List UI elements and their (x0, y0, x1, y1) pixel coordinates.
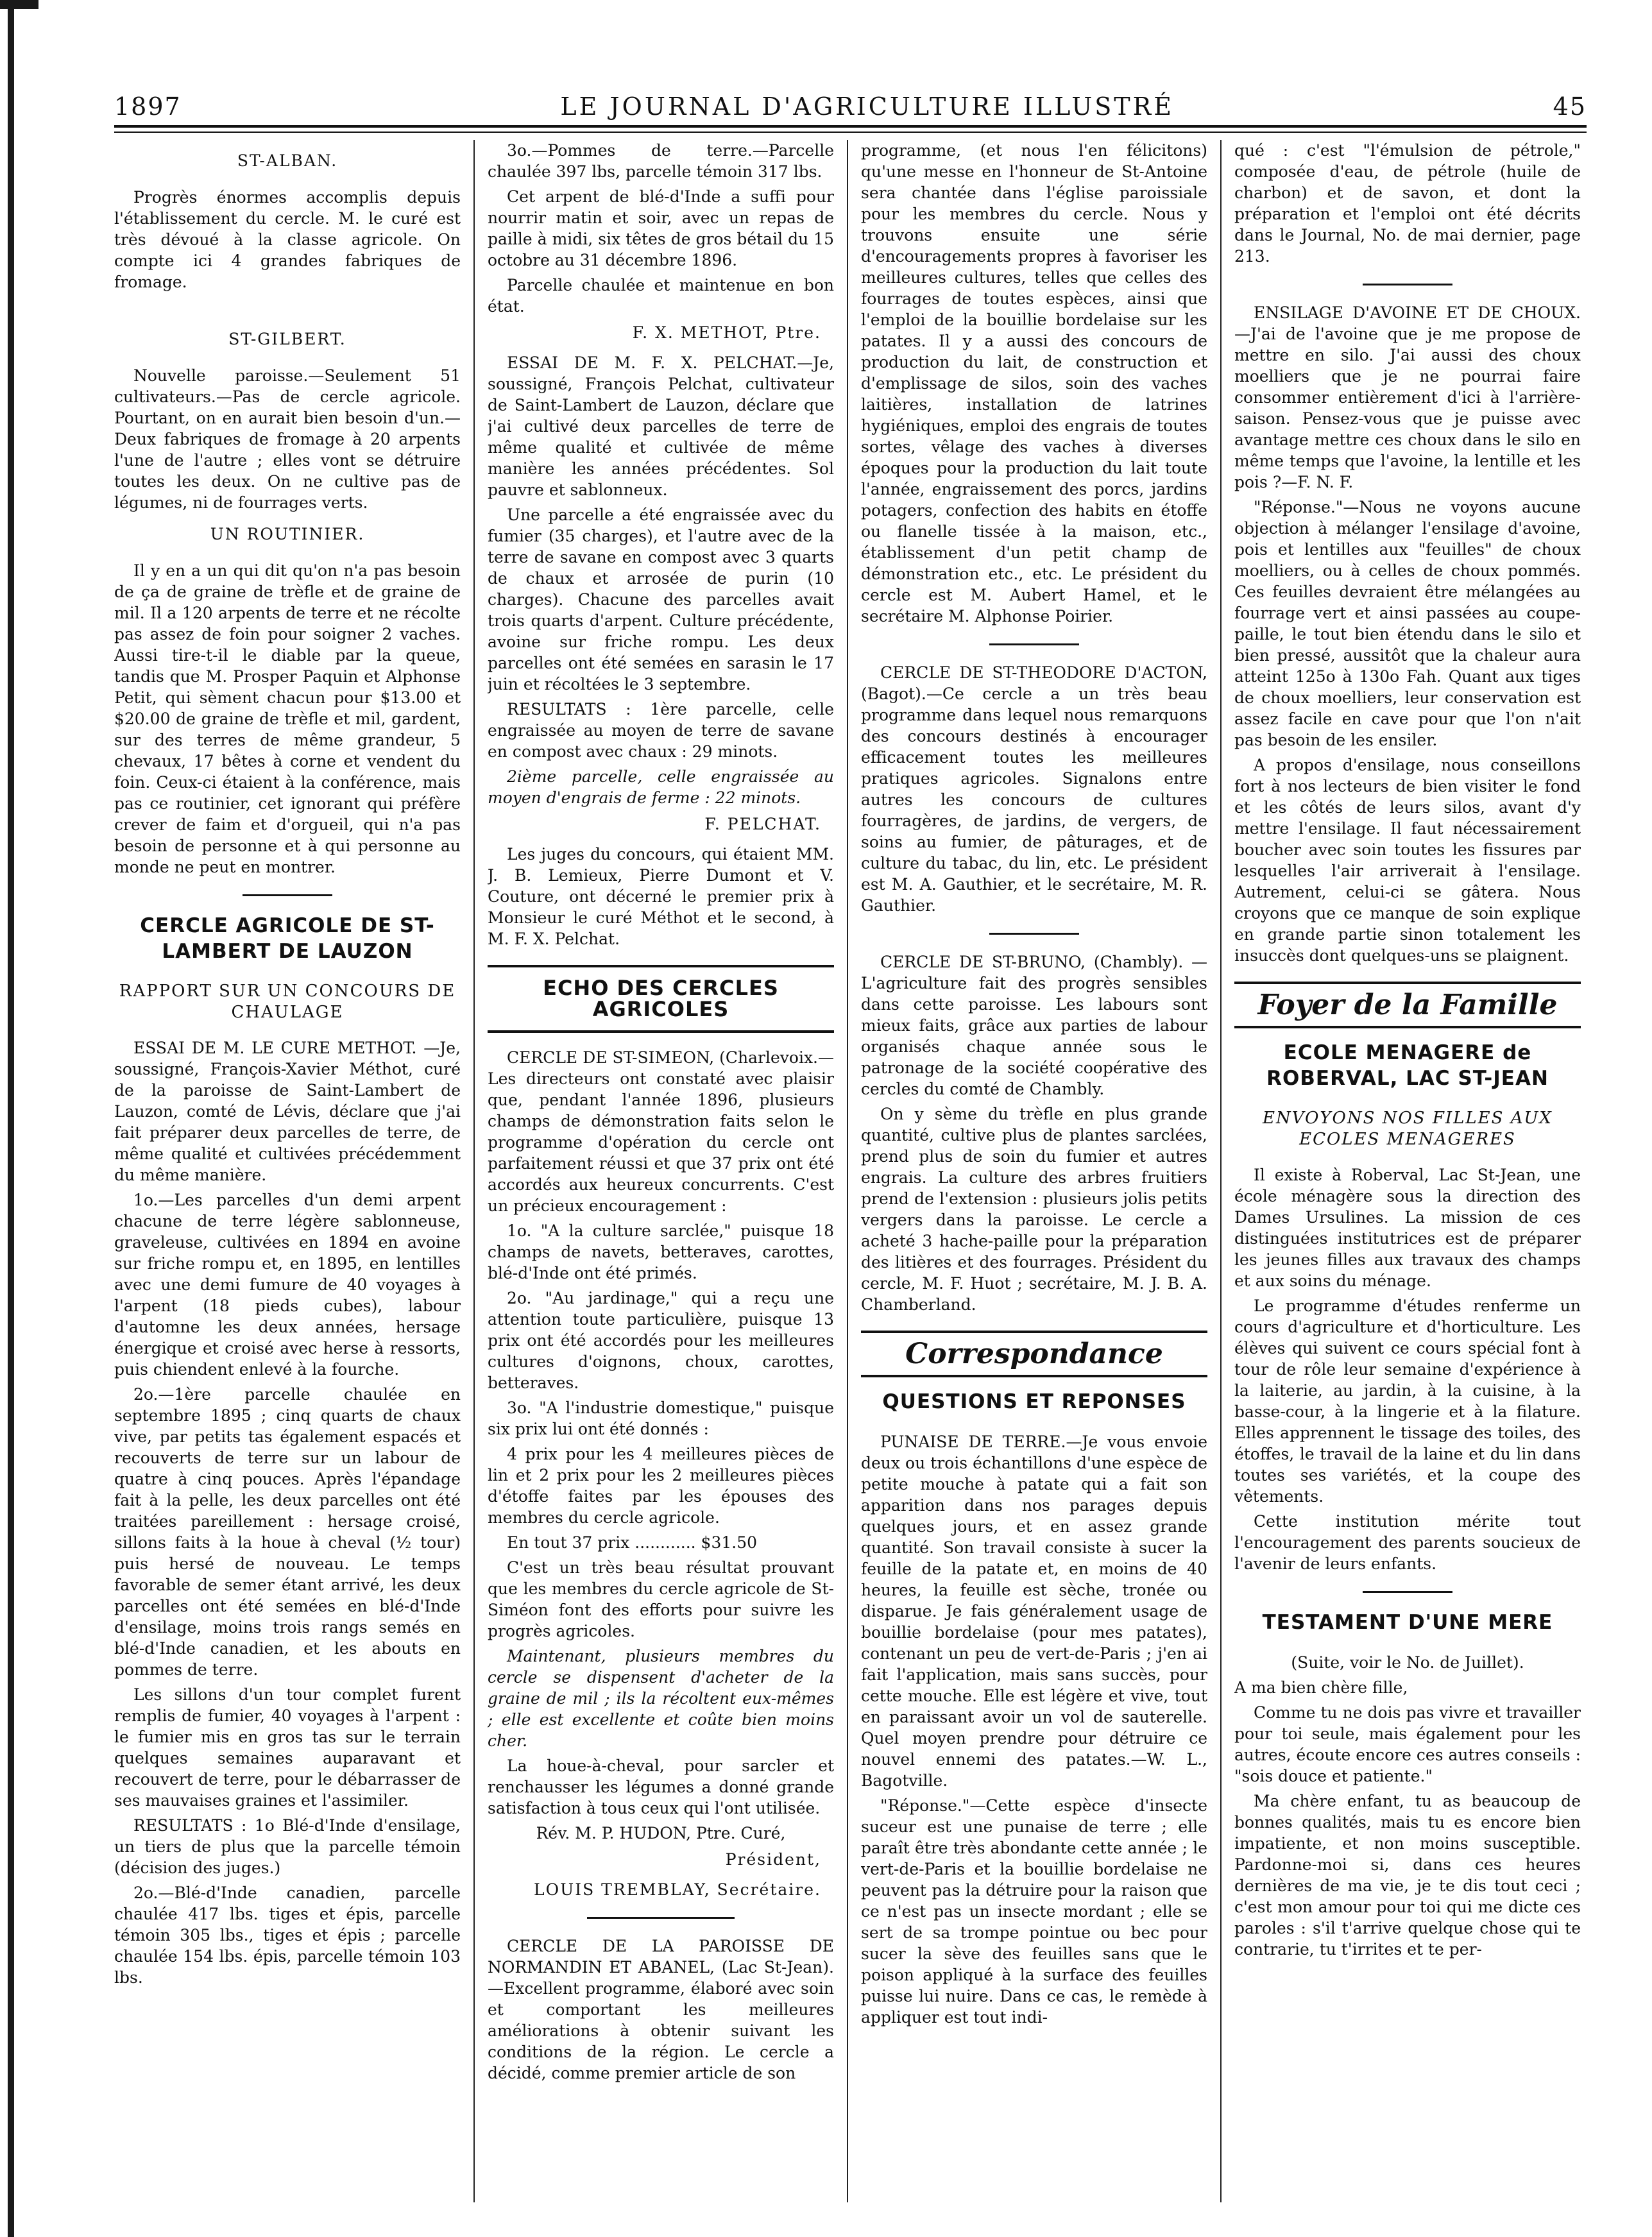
paragraph: Ma chère enfant, tu as beaucoup de bonnes qualités, mais tu es encore bien impatiente, et non moins susceptible. Pardonne-moi si, dans ces heures dernières de ma vie, je te dis tout ceci ; c'est mon amour pour toi qui me dicte ces paroles : s'il t'arrive quelque chose qui te contrarie, tu t'irrites et te per- (1234, 1792, 1581, 1959)
paragraph: 1o. "A la culture sarclée," puisque 18 champs de navets, betteraves, carottes, blé-d'Inde ont été primés. (488, 1221, 834, 1282)
column-rule (847, 140, 848, 2202)
headline-cercle-st-lambert: CERCLE AGRICOLE DE ST-LAMBERT DE LAUZON (140, 914, 435, 963)
signature-pelchat: F. PELCHAT. (704, 815, 821, 833)
paragraph: CERCLE DE ST-THEODORE D'ACTON, (Bagot).—Ce cercle a un très beau programme dans lequel nous remarquons des concours destinés à encourager efficacement toutes les meilleures pratiques agricoles. Signalons entre autres les concours de cultures fourragères, de jardins, de vergers, de soins au fumier, de pâturages, et de culture du tabac, du lin, etc. Le président est M. A. Gauthier, et le secrétaire, M. R. Gauthier. (861, 663, 1207, 915)
paragraph: Les sillons d'un tour complet furent remplis de fumier, 40 voyages à l'arpent : le fumier mis en gros tas sur le terrain quelques semaines auparavant et recouvert de terre, pour le débarrasser de ses mauvaises graines et l'assimiler. (114, 1685, 461, 1810)
section-title-st-alban: ST-ALBAN. (237, 151, 338, 170)
headline-testament: TESTAMENT D'UNE MERE (1262, 1611, 1553, 1634)
header-page-number: 45 (1553, 92, 1587, 121)
separator-rule (243, 894, 332, 896)
paragraph: Comme tu ne dois pas vivre et travailler pour toi seule, mais également pour les autres, écoute encore ces autres conseils : "sois douce et patiente." (1234, 1703, 1581, 1785)
paragraph: ESSAI DE M. LE CURE METHOT. —Je, soussigné, François-Xavier Méthot, curé de la paroisse de Saint-Lambert de Lauzon, comté de Lévis, déclare que j'ai fait préparer deux parcelles de terre, de même qualité et cultivées précédemment du même manière. (114, 1039, 461, 1184)
paragraph: A ma bien chère fille, (1234, 1678, 1408, 1697)
paragraph: Cette institution mérite tout l'encouragement des parents soucieux de l'avenir de leurs enfants. (1234, 1512, 1581, 1573)
paragraph: 2ième parcelle, celle engraissée au moyen d'engrais de ferme : 22 minots. (488, 767, 834, 807)
newspaper-page (114, 0, 1587, 2237)
signature-hudon: Rév. M. P. HUDON, Ptre. Curé, (536, 1824, 786, 1842)
column-4 (1234, 140, 1581, 2212)
page-header (114, 82, 1587, 121)
section-title-routinier: UN ROUTINIER. (210, 525, 365, 543)
signature-methot: F. X. METHOT, Ptre. (632, 323, 821, 342)
column-3 (861, 140, 1207, 2212)
paragraph: "Réponse."—Nous ne voyons aucune objection à mélanger l'ensilage d'avoine, pois et lentilles aux "feuilles" de choux moelliers, ou à celles de choux pommés. Ces feuilles devraient être mélangées au fourrage vert et ainsi passées au coupe-paille, le tout bien étendu dans le silo et bien pressé, aussitôt que la chaleur aura atteint 125o à 130o Fah. Quant aux tiges de choux moelliers, leur conservation est assez facile en cave pour que l'on n'ait pas besoin de les ensiler. (1234, 498, 1581, 749)
column-2 (488, 140, 834, 2212)
paragraph: 1o.—Les parcelles d'un demi arpent chacune de terre légère sablonneuse, graveleuse, cultivées en 1894 en avoine sur friche rompu et, en 1895, en lentilles avec une demi fumure de 40 voyages à l'arpent (18 pieds cubes), labour d'automne les deux années, hersage énergique et croisé avec herse à ressorts, puis chiendent enlevé à la fourche. (114, 1191, 461, 1379)
paragraph: Parcelle chaulée et maintenue en bon état. (488, 276, 834, 316)
paragraph: La houe-à-cheval, pour sarcler et renchausser les légumes a donné grande satisfaction à tous ceux qui l'ont utilisée. (488, 1756, 834, 1817)
paragraph: 2o. "Au jardinage," qui a reçu une attention toute particulière, puisque 13 prix ont été accordés pour les meilleures cultures d'oignons, choux, carottes, betteraves. (488, 1289, 834, 1392)
paragraph: Cet arpent de blé-d'Inde a suffi pour nourrir matin et soir, avec un repas de paille à midi, six têtes de gros bétail du 15 octobre au 31 décembre 1896. (488, 187, 834, 269)
paragraph: Maintenant, plusieurs membres du cercle se dispensent d'acheter de la graine de mil ; ils la récoltent eux-mêmes ; elle est excellente et coûte bien moins cher. (488, 1647, 834, 1750)
spacer (114, 296, 461, 318)
separator-rule (1363, 284, 1452, 285)
paragraph: Une parcelle a été engraissée avec du fumier (35 charges), et l'autre avec de la terre de savane en compost avec 3 quarts de chaux et arrosée de purin (10 charges). Chacune des parcelles avait trois quarts d'arpent. Culture précédente, avoine sur friche rompu. Les deux parcelles ont été semées en sarasin le 17 juin et récoltées le 3 septembre. (488, 506, 834, 693)
paragraph: ESSAI DE M. F. X. PELCHAT.—Je, soussigné, François Pelchat, cultivateur de Saint-Lambert de Lauzon, déclare que j'ai cultivé deux parcelles de terre de même qualité et cultivée de même manière les années précédentes. Sol pauvre et sablonneux. (488, 353, 834, 499)
column-rule (1220, 140, 1222, 2202)
paragraph: CERCLE DE LA PAROISSE DE NORMANDIN ET ABANEL, (Lac St-Jean).—Excellent programme, élaboré avec soin et comportant les meilleures améliorations à obtenir suivant les conditions de la région. Le cercle a décidé, comme premier article de son (488, 1937, 834, 2082)
paragraph: En tout 37 prix ............ $31.50 (507, 1533, 758, 1552)
separator-rule (1363, 1591, 1452, 1593)
headline-ecole-menagere: ECOLE MENAGERE de ROBERVAL, LAC ST-JEAN (1266, 1041, 1549, 1090)
paragraph: programme, (et nous l'en félicitons) qu'une messe en l'honneur de St-Antoine sera chantée dans l'église paroissiale pour les membres du cercle. Nous y trouvons ensuite une série d'encouragements propres à favoriser les meilleures cultures, telles que celles des fourrages de toutes espèces, ainsi que l'emploi de la bouillie bordelaise sur les patates. Il y a aussi des concours de production du lait, de construction et d'emplissage de silos, soin des vaches laitières, installation de latrines hygiéniques, emploi des engrais de toutes sortes, vêlage des vaches à diverses époques pour la production du lait toute l'année, engraissement des porcs, jardins potagers, confection des habits en étoffe ou flanelle tissée à la maison, etc., établissement d'un petit champ de démonstration etc., etc. Le président du cercle est M. Aubert Hamel, et le secrétaire M. Alphonse Poirier. (861, 141, 1207, 625)
header-year: 1897 (114, 92, 182, 121)
paragraph: "Réponse."—Cette espèce d'insecte suceur est une punaise de terre ; elle paraît être très abondante cette année ; le vert-de-Paris et la bouillie bordelaise ne peuvent pas la détruire pour la raison que ce n'est pas un insecte mordant ; elle se sert de sa trompe pointue ou bec pour sucer la sève des feuilles sans que le poison appliqué à la surface des feuilles puisse lui nuire. Dans ce cas, le remède à appliquer est tout indi- (861, 1796, 1207, 2027)
paragraph: Le programme d'études renferme un cours d'agriculture et d'horticulture. Les élèves qui suivent ce cours spécial font à tour de rôle leur semaine d'expérience à la laiterie, au jardin, à la cuisine, à la basse-cour, à la lingerie et à la filature. Elles apprennent le tissage des toiles, des étoffes, le travail de la laine et du lin dans toutes ses variétés, et la coupe des vêtements. (1234, 1297, 1581, 1506)
paragraph: Les juges du concours, qui étaient MM. J. B. Lemieux, Pierre Dumont et V. Couture, ont décerné le premier prix à Monsieur le curé Méthot et le second, à M. F. X. Pelchat. (488, 845, 834, 948)
paragraph: 3o. "A l'industrie domestique," puisque six prix lui ont été donnés : (488, 1399, 834, 1438)
left-edge-rule-cap (0, 0, 38, 9)
paragraph: qué : c'est "l'émulsion de pétrole," composée d'eau, de pétrole (huile de charbon) et de savon, et dont la préparation et l'emploi ont été décrits dans le Journal, No. de mai dernier, page 213. (1234, 141, 1581, 266)
subhead-questions-reponses: QUESTIONS ET REPONSES (882, 1390, 1186, 1413)
header-rule-thick (114, 125, 1587, 128)
paragraph: 3o.—Pommes de terre.—Parcelle chaulée 397 lbs, parcelle témoin 317 lbs. (488, 141, 834, 181)
signature-tremblay: LOUIS TREMBLAY, Secrétaire. (534, 1880, 821, 1899)
paragraph: CERCLE DE ST-BRUNO, (Chambly). —L'agriculture fait des progrès sensibles dans cette paroisse. Les labours sont mieux faits, grâce aux parties de labour organisés chaque année sous le patronage de la société coopérative des cercles du comté de Chambly. (861, 953, 1207, 1098)
headline-foyer-de-la-famille: Foyer de la Famille (1234, 982, 1581, 1028)
section-title-st-gilbert: ST-GILBERT. (228, 330, 346, 348)
paragraph: Progrès énormes accomplis depuis l'établissement du cercle. M. le curé est très dévoué à la classe agricole. On compte ici 4 grandes fabriques de fromage. (114, 188, 461, 291)
paragraph: C'est un très beau résultat prouvant que les membres du cercle agricole de St-Siméon font des efforts pour suivre les progrès agricoles. (488, 1558, 834, 1640)
paragraph: A propos d'ensilage, nous conseillons fort à nos lecteurs de bien visiter le fond et les côtés de leurs silos, avant d'y mettre l'ensilage. Il faut nécessairement boucher avec soin toutes les fissures par lesquelles l'air arriverait à l'ensilage. Autrement, celui-ci se gâtera. Nous croyons que ce manque de soin explique en grande partie sinon totalement les insuccès dont quelques-uns se plaignent. (1234, 756, 1581, 965)
paragraph: RESULTATS : 1ère parcelle, celle engraissée au moyen de terre de savane en compost avec chaux : 29 minots. (488, 700, 834, 761)
paragraph: PUNAISE DE TERRE.—Je vous envoie deux ou trois échantillons d'une espèce de petite mouche à patate qui a fait son apparition dans nos parages depuis quelques jours, et en assez grande quantité. Son travail consiste à sucer la feuille de la patate et, en moins de 40 heures, la feuille est sèche, tronée ou disparue. Je fais généralement usage de bouillie bordelaise (pour mes patates), contenant un peu de vert-de-Paris ; j'en ai fait l'application, mais sans succès, pour cette mouche. Elle est légère et vive, tout en paraissant avoir un vol de sauterelle. Quel moyen prendre pour détruire ce nouvel ennemi des patates.—W. L., Bagotville. (861, 1433, 1207, 1790)
subhead-rapport-chaulage: RAPPORT SUR UN CONCOURS DE CHAULAGE (119, 982, 456, 1022)
paragraph: RESULTATS : 1o Blé-d'Inde d'ensilage, un tiers de plus que la parcelle témoin (décision des juges.) (114, 1816, 461, 1877)
header-title: LE JOURNAL D'AGRICULTURE ILLUSTRÉ (560, 92, 1174, 121)
column-rule (473, 140, 475, 2202)
left-edge-rule (8, 0, 14, 2237)
subhead-envoyons-nos-filles: ENVOYONS NOS FILLES AUX ECOLES MENAGERES (1263, 1109, 1553, 1149)
header-rule-thin (114, 132, 1587, 133)
signature-president: Président, (725, 1850, 821, 1869)
paragraph: 4 prix pour les 4 meilleures pièces de lin et 2 prix pour les 2 meilleures pièces d'étoffe faites par les épouses des membres du cercle agricole. (488, 1445, 834, 1527)
headline-correspondance: Correspondance (861, 1331, 1207, 1377)
paragraph: CERCLE DE ST-SIMEON, (Charlevoix.—Les directeurs ont constaté avec plaisir que, pendant l'année 1896, plusieurs champs de démonstration faits selon le programme d'opération du cercle ont parfaitement réussi et que 37 prix ont été accordés aux heureux concurrents. C'est un précieux encouragement : (488, 1048, 834, 1215)
separator-rule (989, 643, 1079, 645)
paragraph: ENSILAGE D'AVOINE ET DE CHOUX.—J'ai de l'avoine que je me propose de mettre en silo. J'ai aussi des choux moelliers que je ne pourrai faire consommer entièrement d'ici à l'arrière-saison. Pensez-vous que je puisse avec avantage mettre ces choux dans le silo en même temps que l'avoine, la lentille et les pois ?—F. N. F. (1234, 303, 1581, 491)
paragraph: Il y en a un qui dit qu'on n'a pas besoin de ça de graine de trèfle et de graine de mil. Il a 120 arpents de terre et ne récolte pas assez de foin pour soigner 2 vaches. Aussi tire-t-il le diable par la queue, tandis que M. Prosper Paquin et Alphonse Petit, qui sèment chacun pour $13.00 et $20.00 de graine de trèfle et mil, gardent, sur des terres de même grandeur, 5 chevaux, 17 bêtes à corne et vendent du foin. Ceux-ci étaient à la conférence, mais pas ce routinier, cet ignorant qui préfère crever de faim et d'orgueil, qui n'a pas besoin de personne et à qui personne au monde ne peut en montrer. (114, 561, 461, 876)
column-1 (114, 140, 461, 2212)
separator-rule (989, 933, 1079, 935)
suite-note: (Suite, voir le No. de Juillet). (1291, 1653, 1524, 1672)
paragraph: 2o.—1ère parcelle chaulée en septembre 1895 ; cinq quarts de chaux vive, par petits tas également espacés et recouverts de terre sur un labour de quatre à cinq pouces. Après l'épandage fait à la pelle, les deux parcelles ont été traitées pareillement : hersage croisé, sillons faits à la houe à cheval (½ tour) puis hersé de nouveau. Le temps favorable de semer étant arrivé, les deux parcelles ont été semées en blé-d'Inde d'ensilage, moins trois rangs semés en blé-d'Inde canadien, et les abouts en pommes de terre. (114, 1385, 461, 1679)
separator-rule (587, 1917, 735, 1919)
paragraph: On y sème du trèfle en plus grande quantité, cultive plus de plantes sarclées, prend plus de soin du fumier et autres engrais. La culture des arbres fruitiers prend de l'extension : plusieurs jolis petits vergers dans la paroisse. Le cercle a acheté 3 hache-paille pour la préparation des litières et des fourrages. Président du cercle, M. F. Huot ; secrétaire, M. J. B. A. Chamberland. (861, 1105, 1207, 1314)
paragraph: Nouvelle paroisse.—Seulement 51 cultivateurs.—Pas de cercle agricole. Pourtant, on en aurait bien besoin d'un.—Deux fabriques de fromage à 20 arpents l'une de l'autre ; elles vont se détruire toutes les deux. On ne cultive pas de légumes, ni de fourrages verts. (114, 366, 461, 512)
paragraph: Il existe à Roberval, Lac St-Jean, une école ménagère sous la direction des Dames Ursulines. La mission de ces distinguées institutrices est de préparer les jeunes filles aux travaux des champs et aux soins du ménage. (1234, 1166, 1581, 1290)
headline-echo-des-cercles: ECHO DES CERCLES AGRICOLES (488, 965, 834, 1033)
paragraph: 2o.—Blé-d'Inde canadien, parcelle chaulée 417 lbs. tiges et épis, parcelle témoin 305 lbs., tiges et épis ; parcelle chaulée 154 lbs. épis, parcelle témoin 103 lbs. (114, 1884, 461, 1987)
